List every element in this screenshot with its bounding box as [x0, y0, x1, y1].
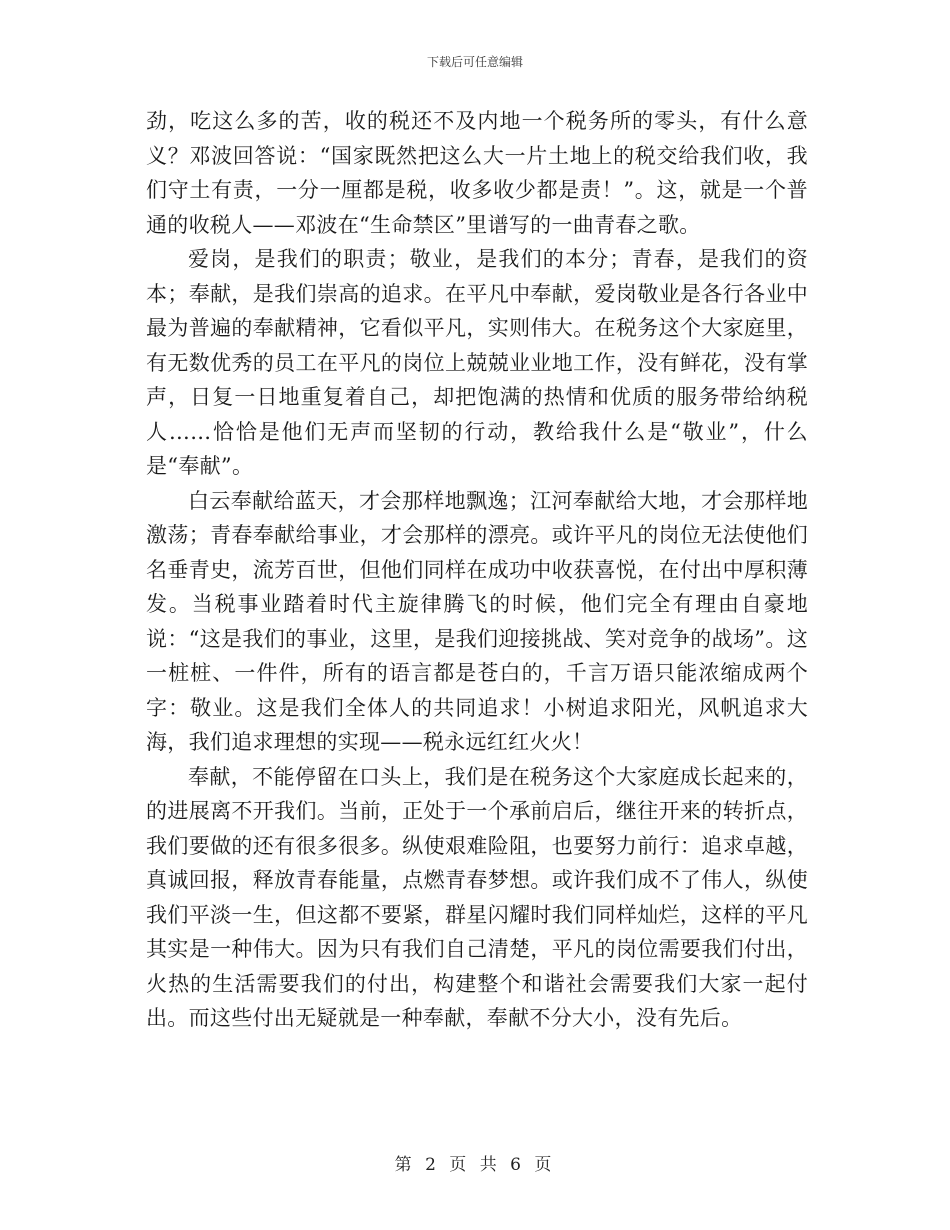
page-footer: 第 2 页 共 6 页 — [394, 1155, 556, 1175]
page-header: 下载后可任意编辑 — [426, 55, 523, 69]
paragraph-continued: 劲，吃这么多的苦，收的税还不及内地一个税务所的零头，有什么意义？邓波回答说：“国家既然把这么大一片土地上的税交给我们收，我们守土有责，一分一厘都是税，收多收少都是责！”。这，就是一个普通的收税人——邓波在“生命禁区”里谱写的一曲青春之歌。 — [146, 109, 808, 237]
document-body — [146, 104, 808, 1036]
paragraph-metaphor: 白云奉献给蓝天，才会那样地飘逸；江河奉献给大地，才会那样地激荡；青春奉献给事业，才会那样的漂亮。或许平凡的岗位无法使他们名垂青史，流芳百世，但他们同样在成功中收获喜悦，在付出中厚积薄发。当税事业踏着时代主旋律腾飞的时候，他们完全有理由自豪地说：“这是我们的事业，这里，是我们迎接挑战、笑对竞争的战场”。这一桩桩、一件件，所有的语言都是苍白的，千言万语只能浓缩成两个字：敬业。这是我们全体人的共同追求！小树追求阳光，风帆追求大海，我们追求理想的实现——税永远红红火火！ — [146, 488, 808, 754]
paragraph-dedication: 爱岗，是我们的职责；敬业，是我们的本分；青春，是我们的资本；奉献，是我们崇高的追求。在平凡中奉献，爱岗敬业是各行各业中最为普遍的奉献精神，它看似平凡，实则伟大。在税务这个大家庭里，有无数优秀的员工在平凡的岗位上兢兢业业地工作，没有鲜花，没有掌声，日复一日地重复着自己，却把饱满的热情和优质的服务带给纳税人……恰恰是他们无声而坚韧的行动，教给我什么是“敬业”，什么是“奉献”。 — [146, 247, 808, 478]
paragraph-contribution: 奉献，不能停留在口头上，我们是在税务这个大家庭成长起来的，的进展离不开我们。当前，正处于一个承前启后，继往开来的转折点，我们要做的还有很多很多。纵使艰难险阻，也要努力前行：追求卓越，真诚回报，释放青春能量，点燃青春梦想。或许我们成不了伟人，纵使我们平淡一生，但这都不要紧，群星闪耀时我们同样灿烂，这样的平凡其实是一种伟大。因为只有我们自己清楚，平凡的岗位需要我们付出，火热的生活需要我们的付出，构建整个和谐社会需要我们大家一起付出。而这些付出无疑就是一种奉献，奉献不分大小，没有先后。 — [146, 764, 808, 1030]
